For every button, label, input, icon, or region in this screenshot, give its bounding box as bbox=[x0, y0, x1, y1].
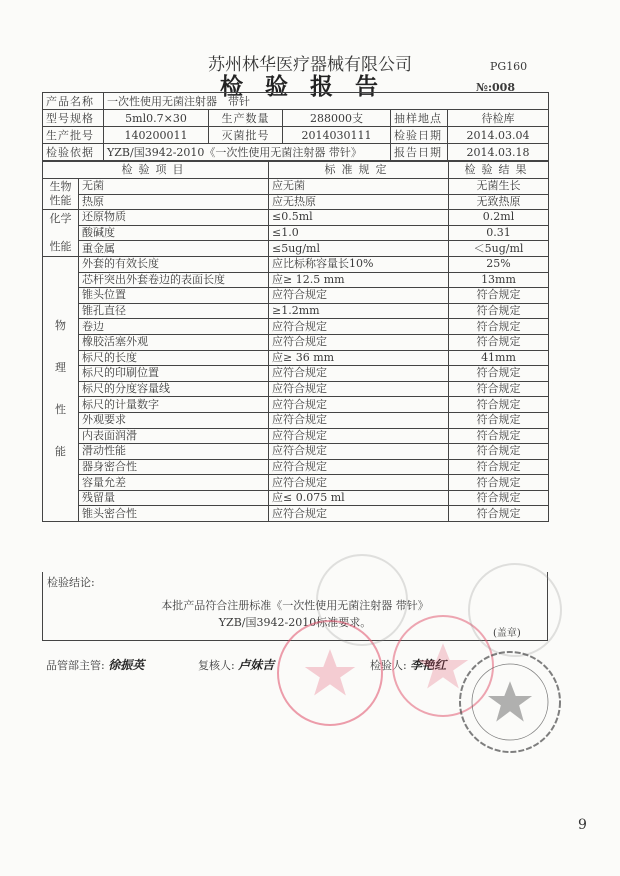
reviewer-name: 卢妹吉 bbox=[238, 658, 275, 672]
item-name: 容量允差 bbox=[79, 475, 269, 491]
item-name: 锥头密合性 bbox=[79, 506, 269, 522]
result-value: 符合规定 bbox=[449, 459, 549, 475]
qa-head-name: 徐振英 bbox=[108, 658, 145, 672]
standard-value: 应符合规定 bbox=[269, 319, 449, 335]
result-value: 符合规定 bbox=[449, 381, 549, 397]
inspector-label: 检验人: bbox=[370, 659, 407, 672]
result-value: 无菌生长 bbox=[449, 179, 549, 195]
standard-value: 应符合规定 bbox=[269, 412, 449, 428]
table-row bbox=[43, 459, 549, 475]
product-name: 一次性使用无菌注射器 带针 bbox=[104, 93, 549, 110]
report-date-value: 2014.03.18 bbox=[448, 144, 549, 161]
table-row bbox=[43, 319, 549, 335]
report-number: №:008 bbox=[476, 81, 515, 94]
form-code: PG160 bbox=[490, 60, 528, 73]
model-label: 型号规格 bbox=[43, 110, 104, 127]
standard-value: 应符合规定 bbox=[269, 397, 449, 413]
conclusion-label: 检验结论: bbox=[47, 576, 95, 589]
standard-value: 应符合规定 bbox=[269, 444, 449, 460]
result-value: 符合规定 bbox=[449, 490, 549, 506]
item-name: 橡胶活塞外观 bbox=[79, 334, 269, 350]
item-name: 外观要求 bbox=[79, 412, 269, 428]
standard-value: 应≥ 36 mm bbox=[269, 350, 449, 366]
standard-value: ≤1.0 bbox=[269, 225, 449, 241]
item-name: 标尺的分度容量线 bbox=[79, 381, 269, 397]
header-item: 检验项目 bbox=[43, 162, 269, 179]
category-cell: 化学 性能 bbox=[43, 210, 79, 257]
header-standard: 标准规定 bbox=[269, 162, 449, 179]
standard-value: 应无菌 bbox=[269, 179, 449, 195]
standard-value: 应≥ 12.5 mm bbox=[269, 272, 449, 288]
header-result: 检验结果 bbox=[449, 162, 549, 179]
item-name: 卷边 bbox=[79, 319, 269, 335]
item-name: 残留量 bbox=[79, 490, 269, 506]
item-name: 重金属 bbox=[79, 241, 269, 257]
result-value: 0.31 bbox=[449, 225, 549, 241]
result-value: 25% bbox=[449, 256, 549, 272]
table-row bbox=[43, 490, 549, 506]
result-value: 符合规定 bbox=[449, 366, 549, 382]
item-name: 器身密合性 bbox=[79, 459, 269, 475]
table-row bbox=[43, 428, 549, 444]
table-row bbox=[43, 366, 549, 382]
inspect-date-value: 2014.03.04 bbox=[448, 127, 549, 144]
table-row bbox=[43, 179, 549, 195]
result-value: ＜5ug/ml bbox=[449, 241, 549, 257]
item-name: 滑动性能 bbox=[79, 444, 269, 460]
item-name: 内表面润滑 bbox=[79, 428, 269, 444]
table-row bbox=[43, 303, 549, 319]
table-row bbox=[43, 194, 549, 210]
inspector-name: 李艳红 bbox=[410, 658, 447, 672]
sampling-label: 抽样地点 bbox=[391, 110, 448, 127]
item-name: 外套的有效长度 bbox=[79, 256, 269, 272]
item-name: 无菌 bbox=[79, 179, 269, 195]
standard-value: 应符合规定 bbox=[269, 334, 449, 350]
quantity-label: 生产数量 bbox=[209, 110, 283, 127]
standard-value: 应≤ 0.075 ml bbox=[269, 490, 449, 506]
table-row bbox=[43, 381, 549, 397]
result-value: 13mm bbox=[449, 272, 549, 288]
inspector-signature bbox=[370, 656, 446, 673]
qa-head-label: 品管部主管: bbox=[46, 659, 105, 672]
table-row bbox=[43, 506, 549, 522]
standard-value: 应符合规定 bbox=[269, 381, 449, 397]
model-value: 5ml0.7×30 bbox=[104, 110, 209, 127]
standard-value: ≥1.2mm bbox=[269, 303, 449, 319]
conclusion-line-2: YZB/国3942-2010标准要求。 bbox=[218, 616, 372, 629]
table-row bbox=[43, 210, 549, 226]
basis-value: YZB/国3942-2010《一次性使用无菌注射器 带针》 bbox=[104, 144, 391, 161]
conclusion-box bbox=[42, 572, 548, 641]
table-row bbox=[43, 256, 549, 272]
table-row bbox=[43, 412, 549, 428]
page-number: 9 bbox=[578, 817, 587, 833]
item-name: 还原物质 bbox=[79, 210, 269, 226]
standard-value: 应符合规定 bbox=[269, 506, 449, 522]
standard-value: ≤0.5ml bbox=[269, 210, 449, 226]
item-name: 标尺的计量数字 bbox=[79, 397, 269, 413]
standard-value: 应比标称容量长10% bbox=[269, 256, 449, 272]
result-value: 符合规定 bbox=[449, 288, 549, 304]
item-name: 锥头位置 bbox=[79, 288, 269, 304]
seal-label: (盖章) bbox=[493, 628, 521, 639]
result-value: 符合规定 bbox=[449, 303, 549, 319]
inspection-items-table bbox=[42, 161, 549, 522]
standard-value: ≤5ug/ml bbox=[269, 241, 449, 257]
qa-head-signature bbox=[46, 656, 144, 673]
result-value: 符合规定 bbox=[449, 428, 549, 444]
result-value: 无致热原 bbox=[449, 194, 549, 210]
document-title: 检验报告 bbox=[220, 74, 400, 100]
result-value: 符合规定 bbox=[449, 412, 549, 428]
result-value: 符合规定 bbox=[449, 397, 549, 413]
batch-value: 140200011 bbox=[104, 127, 209, 144]
category-cell: 物 理 性 能 bbox=[43, 256, 79, 521]
standard-value: 应符合规定 bbox=[269, 475, 449, 491]
batch-label: 生产批号 bbox=[43, 127, 104, 144]
table-row bbox=[43, 288, 549, 304]
basis-label: 检验依据 bbox=[43, 144, 104, 161]
company-name: 苏州林华医疗器械有限公司 bbox=[208, 55, 412, 75]
quantity-value: 288000支 bbox=[283, 110, 391, 127]
sampling-value: 待检库 bbox=[448, 110, 549, 127]
standard-value: 应符合规定 bbox=[269, 428, 449, 444]
result-value: 41mm bbox=[449, 350, 549, 366]
table-row bbox=[43, 241, 549, 257]
table-row bbox=[43, 350, 549, 366]
result-value: 符合规定 bbox=[449, 334, 549, 350]
item-name: 标尺的长度 bbox=[79, 350, 269, 366]
table-row bbox=[43, 334, 549, 350]
sterile-batch-value: 2014030111 bbox=[283, 127, 391, 144]
table-row bbox=[43, 272, 549, 288]
inspection-stamp-gray bbox=[460, 652, 560, 752]
result-value: 符合规定 bbox=[449, 444, 549, 460]
item-name: 标尺的印刷位置 bbox=[79, 366, 269, 382]
inspect-date-label: 检验日期 bbox=[391, 127, 448, 144]
table-row bbox=[43, 225, 549, 241]
product-info-table bbox=[42, 92, 549, 161]
table-row bbox=[43, 397, 549, 413]
item-name: 热原 bbox=[79, 194, 269, 210]
result-value: 符合规定 bbox=[449, 319, 549, 335]
reviewer-signature bbox=[198, 656, 274, 673]
result-value: 符合规定 bbox=[449, 475, 549, 491]
reviewer-label: 复核人: bbox=[198, 659, 235, 672]
result-value: 0.2ml bbox=[449, 210, 549, 226]
result-value: 符合规定 bbox=[449, 506, 549, 522]
table-row bbox=[43, 444, 549, 460]
standard-value: 应符合规定 bbox=[269, 459, 449, 475]
item-name: 酸碱度 bbox=[79, 225, 269, 241]
conclusion-line-1: 本批产品符合注册标准《一次性使用无菌注射器 带针》 bbox=[161, 599, 429, 612]
item-name: 锥孔直径 bbox=[79, 303, 269, 319]
table-row bbox=[43, 475, 549, 491]
report-date-label: 报告日期 bbox=[391, 144, 448, 161]
sterile-batch-label: 灭菌批号 bbox=[209, 127, 283, 144]
product-name-label: 产品名称 bbox=[43, 93, 104, 110]
standard-value: 应无热原 bbox=[269, 194, 449, 210]
standard-value: 应符合规定 bbox=[269, 288, 449, 304]
item-name: 芯杆突出外套卷边的表面长度 bbox=[79, 272, 269, 288]
standard-value: 应符合规定 bbox=[269, 366, 449, 382]
category-cell: 生物 性能 bbox=[43, 179, 79, 210]
